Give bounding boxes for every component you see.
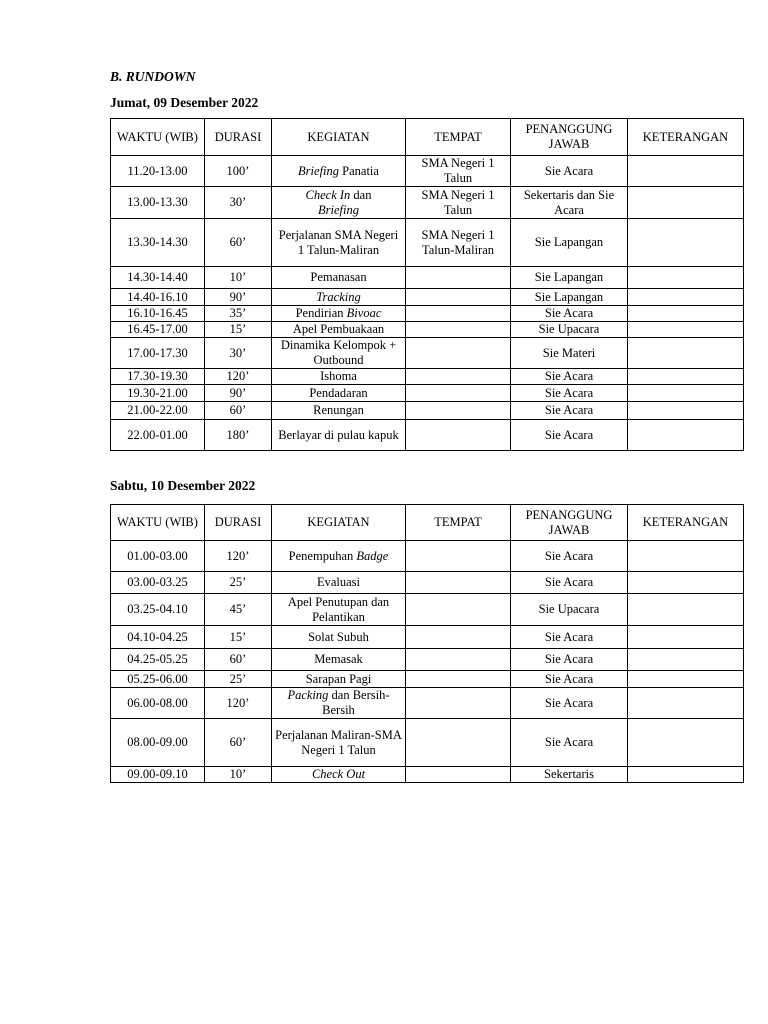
cell-durasi: 15’ xyxy=(205,626,272,649)
table-row xyxy=(111,289,744,306)
col-header-kegiatan: KEGIATAN xyxy=(272,505,406,541)
cell-durasi: 100’ xyxy=(205,156,272,187)
kegiatan-text: Penempuhan xyxy=(288,548,357,563)
cell-pj: Sie Acara xyxy=(511,156,628,187)
cell-tempat: SMA Negeri 1 Talun xyxy=(406,187,511,219)
cell-durasi: 90’ xyxy=(205,385,272,402)
cell-durasi: 120’ xyxy=(205,688,272,719)
kegiatan-italic-2: Briefing xyxy=(318,202,359,217)
cell-kegiatan: Perjalanan SMA Negeri 1 Talun-Maliran xyxy=(272,219,406,267)
table-row xyxy=(111,420,744,451)
cell-waktu: 14.30-14.40 xyxy=(111,267,205,289)
cell-waktu: 03.25-04.10 xyxy=(111,594,205,626)
cell-pj: Sie Acara xyxy=(511,306,628,322)
cell-kegiatan xyxy=(272,306,406,322)
kegiatan-italic: Check In xyxy=(305,187,351,202)
cell-pj: Sie Acara xyxy=(511,420,628,451)
cell-waktu: 08.00-09.00 xyxy=(111,719,205,767)
cell-durasi: 60’ xyxy=(205,649,272,671)
kegiatan-text: dan xyxy=(350,187,372,202)
cell-waktu: 01.00-03.00 xyxy=(111,541,205,572)
cell-tempat: SMA Negeri 1 Talun xyxy=(406,156,511,187)
cell-kegiatan xyxy=(272,187,406,219)
table-row xyxy=(111,187,744,219)
cell-kegiatan xyxy=(272,541,406,572)
col-header-durasi: DURASI xyxy=(205,505,272,541)
cell-keterangan xyxy=(628,385,744,402)
cell-tempat xyxy=(406,767,511,783)
cell-kegiatan xyxy=(272,688,406,719)
cell-keterangan xyxy=(628,688,744,719)
cell-durasi: 60’ xyxy=(205,719,272,767)
cell-pj: Sie Acara xyxy=(511,541,628,572)
cell-durasi: 30’ xyxy=(205,338,272,369)
cell-waktu: 03.00-03.25 xyxy=(111,572,205,594)
table-row xyxy=(111,541,744,572)
cell-pj: Sekertaris dan Sie Acara xyxy=(511,187,628,219)
col-header-pj: PENANGGUNG JAWAB xyxy=(511,505,628,541)
cell-tempat xyxy=(406,688,511,719)
cell-durasi: 60’ xyxy=(205,219,272,267)
cell-waktu: 11.20-13.00 xyxy=(111,156,205,187)
cell-kegiatan: Dinamika Kelompok + Outbound xyxy=(272,338,406,369)
table-row xyxy=(111,671,744,688)
cell-tempat: SMA Negeri 1 Talun-Maliran xyxy=(406,219,511,267)
cell-pj: Sie Acara xyxy=(511,671,628,688)
col-header-keterangan: KETERANGAN xyxy=(628,505,744,541)
cell-tempat xyxy=(406,369,511,385)
cell-waktu: 05.25-06.00 xyxy=(111,671,205,688)
cell-pj: Sie Upacara xyxy=(511,594,628,626)
table-row xyxy=(111,688,744,719)
day2-title: Sabtu, 10 Desember 2022 xyxy=(110,478,256,493)
col-header-waktu: WAKTU (WIB) xyxy=(111,119,205,156)
cell-durasi: 120’ xyxy=(205,369,272,385)
kegiatan-text: Panatia xyxy=(339,163,379,178)
cell-tempat xyxy=(406,289,511,306)
cell-keterangan xyxy=(628,306,744,322)
col-header-durasi: DURASI xyxy=(205,119,272,156)
cell-tempat xyxy=(406,402,511,420)
cell-durasi: 45’ xyxy=(205,594,272,626)
cell-pj: Sie Acara xyxy=(511,369,628,385)
table-row xyxy=(111,219,744,267)
cell-pj: Sie Acara xyxy=(511,719,628,767)
cell-kegiatan: Sarapan Pagi xyxy=(272,671,406,688)
table-header-row xyxy=(111,119,744,156)
cell-durasi: 90’ xyxy=(205,289,272,306)
cell-pj: Sie Acara xyxy=(511,649,628,671)
cell-keterangan xyxy=(628,322,744,338)
cell-waktu: 13.30-14.30 xyxy=(111,219,205,267)
cell-waktu: 13.00-13.30 xyxy=(111,187,205,219)
cell-kegiatan: Pendadaran xyxy=(272,385,406,402)
cell-tempat xyxy=(406,338,511,369)
cell-keterangan xyxy=(628,156,744,187)
cell-pj: Sie Acara xyxy=(511,385,628,402)
cell-waktu: 16.10-16.45 xyxy=(111,306,205,322)
cell-tempat xyxy=(406,649,511,671)
cell-kegiatan: Check Out xyxy=(272,767,406,783)
cell-keterangan xyxy=(628,671,744,688)
cell-pj: Sekertaris xyxy=(511,767,628,783)
cell-keterangan xyxy=(628,338,744,369)
cell-pj: Sie Acara xyxy=(511,402,628,420)
cell-waktu: 21.00-22.00 xyxy=(111,402,205,420)
cell-kegiatan: Perjalanan Maliran-SMA Negeri 1 Talun xyxy=(272,719,406,767)
table-row xyxy=(111,156,744,187)
cell-tempat xyxy=(406,626,511,649)
cell-durasi: 30’ xyxy=(205,187,272,219)
cell-tempat xyxy=(406,541,511,572)
cell-kegiatan: Evaluasi xyxy=(272,572,406,594)
col-header-waktu: WAKTU (WIB) xyxy=(111,505,205,541)
cell-durasi: 10’ xyxy=(205,267,272,289)
table-row xyxy=(111,767,744,783)
cell-kegiatan: Memasak xyxy=(272,649,406,671)
cell-waktu: 17.30-19.30 xyxy=(111,369,205,385)
cell-waktu: 22.00-01.00 xyxy=(111,420,205,451)
cell-keterangan xyxy=(628,219,744,267)
table-header-row xyxy=(111,505,744,541)
cell-keterangan xyxy=(628,719,744,767)
cell-keterangan xyxy=(628,420,744,451)
kegiatan-italic: Badge xyxy=(356,548,389,563)
cell-keterangan xyxy=(628,541,744,572)
cell-durasi: 120’ xyxy=(205,541,272,572)
cell-keterangan xyxy=(628,649,744,671)
table-row xyxy=(111,322,744,338)
cell-pj: Sie Upacara xyxy=(511,322,628,338)
cell-waktu: 04.25-05.25 xyxy=(111,649,205,671)
cell-waktu: 19.30-21.00 xyxy=(111,385,205,402)
table-row xyxy=(111,626,744,649)
cell-pj: Sie Lapangan xyxy=(511,267,628,289)
kegiatan-italic: Bivoac xyxy=(346,306,382,320)
cell-tempat xyxy=(406,306,511,322)
cell-durasi: 25’ xyxy=(205,671,272,688)
cell-kegiatan: Tracking xyxy=(272,289,406,306)
table-row xyxy=(111,369,744,385)
cell-keterangan xyxy=(628,267,744,289)
cell-pj: Sie Lapangan xyxy=(511,219,628,267)
cell-tempat xyxy=(406,420,511,451)
cell-tempat xyxy=(406,671,511,688)
cell-keterangan xyxy=(628,572,744,594)
cell-tempat xyxy=(406,594,511,626)
cell-pj: Sie Acara xyxy=(511,688,628,719)
cell-tempat xyxy=(406,322,511,338)
table-row xyxy=(111,385,744,402)
cell-pj: Sie Acara xyxy=(511,572,628,594)
cell-keterangan xyxy=(628,767,744,783)
cell-waktu: 06.00-08.00 xyxy=(111,688,205,719)
cell-tempat xyxy=(406,572,511,594)
cell-kegiatan: Ishoma xyxy=(272,369,406,385)
col-header-tempat: TEMPAT xyxy=(406,505,511,541)
cell-kegiatan: Solat Subuh xyxy=(272,626,406,649)
cell-keterangan xyxy=(628,289,744,306)
table-row xyxy=(111,719,744,767)
table-row xyxy=(111,594,744,626)
cell-durasi: 35’ xyxy=(205,306,272,322)
col-header-kegiatan: KEGIATAN xyxy=(272,119,406,156)
table-row xyxy=(111,402,744,420)
cell-pj: Sie Materi xyxy=(511,338,628,369)
cell-kegiatan: Apel Penutupan dan Pelantikan xyxy=(272,594,406,626)
cell-tempat xyxy=(406,719,511,767)
cell-tempat xyxy=(406,385,511,402)
cell-waktu: 16.45-17.00 xyxy=(111,322,205,338)
kegiatan-text: dan Bersih-Bersih xyxy=(322,688,390,717)
day1-table xyxy=(110,118,744,451)
table-row xyxy=(111,338,744,369)
cell-waktu: 14.40-16.10 xyxy=(111,289,205,306)
col-header-pj: PENANGGUNG JAWAB xyxy=(511,119,628,156)
cell-durasi: 15’ xyxy=(205,322,272,338)
table-row xyxy=(111,649,744,671)
cell-durasi: 10’ xyxy=(205,767,272,783)
table-row xyxy=(111,267,744,289)
cell-keterangan xyxy=(628,369,744,385)
cell-keterangan xyxy=(628,402,744,420)
cell-tempat xyxy=(406,267,511,289)
cell-keterangan xyxy=(628,187,744,219)
cell-kegiatan xyxy=(272,156,406,187)
day1-title: Jumat, 09 Desember 2022 xyxy=(110,95,259,110)
cell-waktu: 17.00-17.30 xyxy=(111,338,205,369)
col-header-keterangan: KETERANGAN xyxy=(628,119,744,156)
cell-durasi: 60’ xyxy=(205,402,272,420)
cell-kegiatan: Pemanasan xyxy=(272,267,406,289)
col-header-tempat: TEMPAT xyxy=(406,119,511,156)
kegiatan-italic: Briefing xyxy=(298,163,340,178)
cell-waktu: 09.00-09.10 xyxy=(111,767,205,783)
table-row xyxy=(111,306,744,322)
section-title: B. RUNDOWN xyxy=(110,69,196,84)
cell-kegiatan: Apel Pembuakaan xyxy=(272,322,406,338)
cell-kegiatan: Renungan xyxy=(272,402,406,420)
cell-durasi: 25’ xyxy=(205,572,272,594)
table-row xyxy=(111,572,744,594)
cell-kegiatan: Berlayar di pulau kapuk xyxy=(272,420,406,451)
day2-table xyxy=(110,504,744,783)
cell-pj: Sie Lapangan xyxy=(511,289,628,306)
cell-keterangan xyxy=(628,594,744,626)
cell-pj: Sie Acara xyxy=(511,626,628,649)
cell-keterangan xyxy=(628,626,744,649)
cell-durasi: 180’ xyxy=(205,420,272,451)
cell-waktu: 04.10-04.25 xyxy=(111,626,205,649)
kegiatan-italic: Packing xyxy=(287,688,329,702)
kegiatan-text: Pendirian xyxy=(295,306,347,320)
